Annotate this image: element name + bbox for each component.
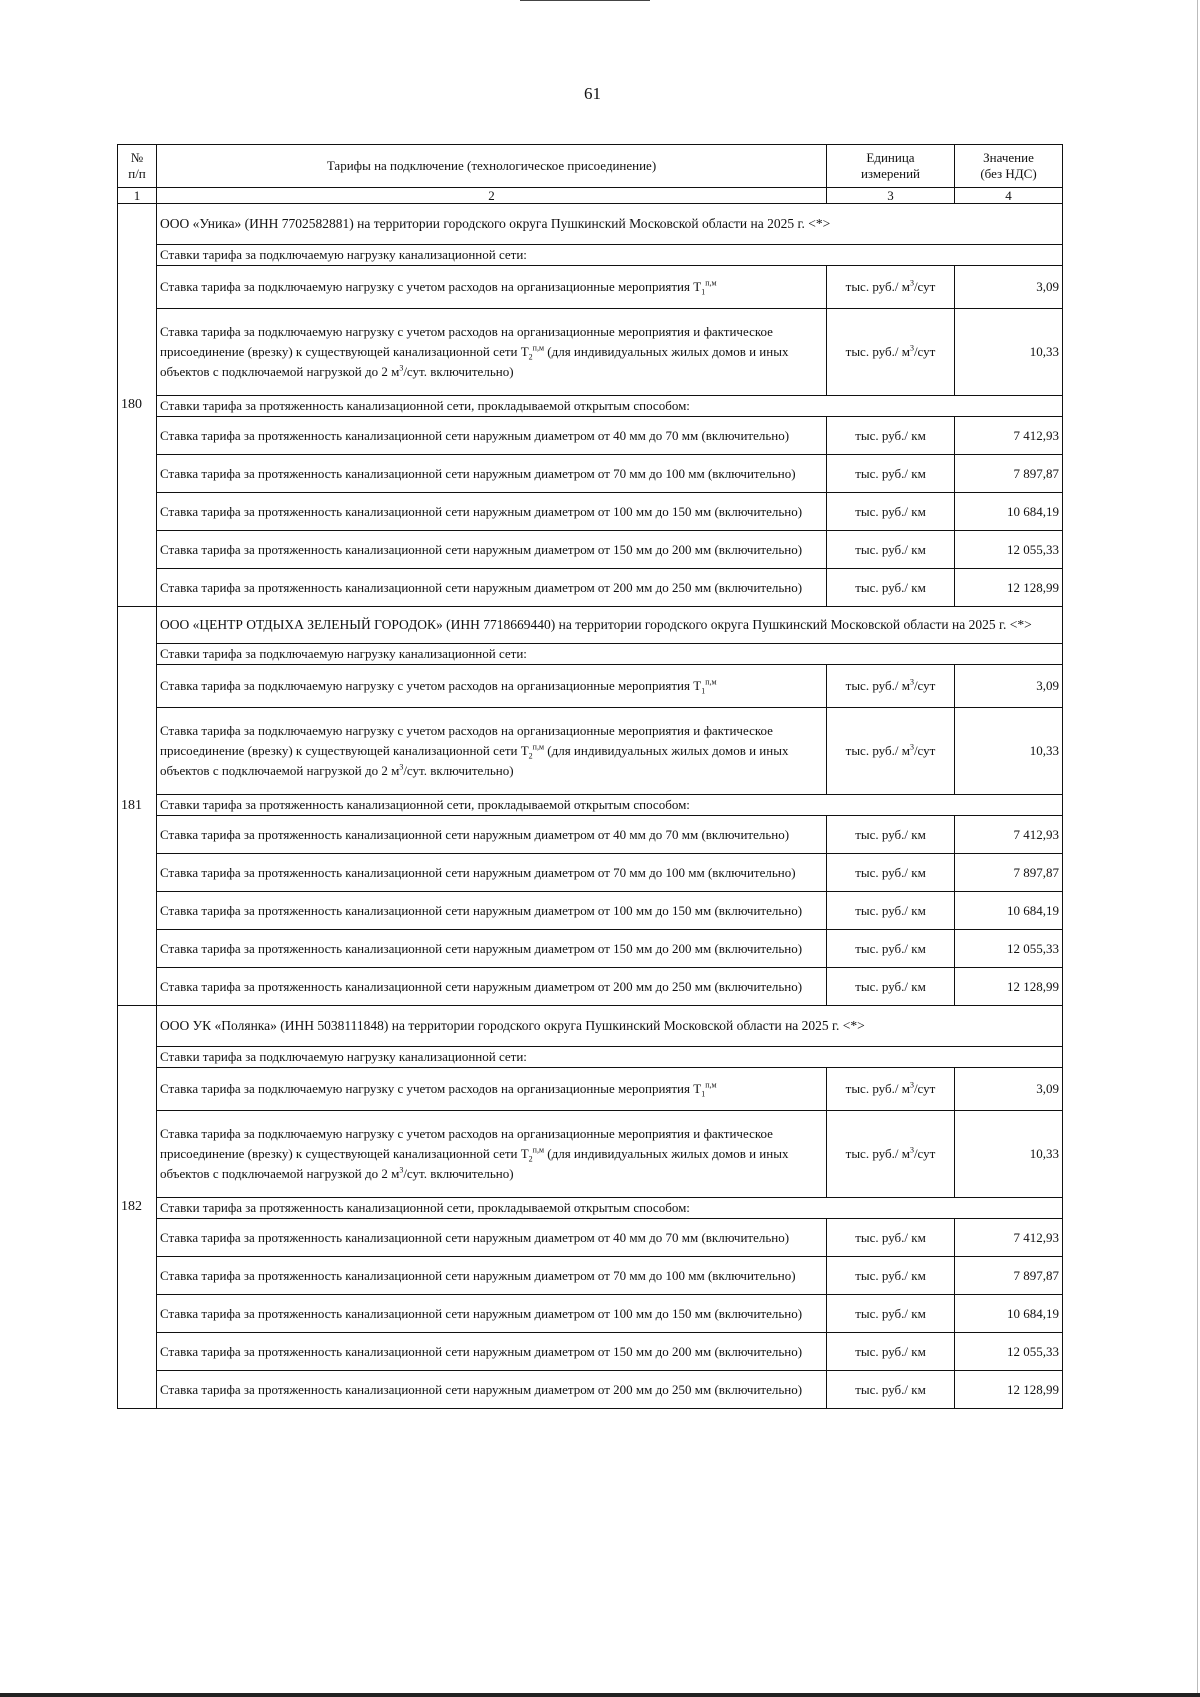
length-rate-unit: тыс. руб./ км bbox=[827, 531, 955, 569]
column-number: 1 bbox=[118, 188, 157, 204]
length-rate-unit: тыс. руб./ км bbox=[827, 569, 955, 607]
length-rate-label: Ставка тарифа за протяженность канализационной сети наружным диаметром от 200 мм до 250 мм (включительно) bbox=[157, 1371, 827, 1409]
length-rate-unit: тыс. руб./ км bbox=[827, 417, 955, 455]
length-rate-unit: тыс. руб./ км bbox=[827, 1333, 955, 1371]
length-rate-value: 7 412,93 bbox=[955, 816, 1063, 854]
length-rate-row bbox=[118, 531, 1063, 569]
section-load-row bbox=[118, 245, 1063, 266]
length-rate-unit: тыс. руб./ км bbox=[827, 455, 955, 493]
length-rate-value: 7 897,87 bbox=[955, 1257, 1063, 1295]
length-rate-unit: тыс. руб./ км bbox=[827, 1371, 955, 1409]
org-row bbox=[118, 607, 1063, 644]
section-load-label: Ставки тарифа за подключаемую нагрузку канализационной сети: bbox=[157, 1047, 1063, 1068]
length-rate-value: 12 128,99 bbox=[955, 569, 1063, 607]
rate-t1-value: 3,09 bbox=[955, 665, 1063, 708]
rate-t2-value: 10,33 bbox=[955, 1111, 1063, 1198]
scan-artifact-right-edge bbox=[1197, 0, 1198, 1697]
length-rate-value: 12 055,33 bbox=[955, 531, 1063, 569]
length-rate-value: 7 412,93 bbox=[955, 1219, 1063, 1257]
rate-t1-unit: тыс. руб./ $м^3$/сут bbox=[827, 1068, 955, 1111]
section-load-row bbox=[118, 1047, 1063, 1068]
length-rate-value: 12 055,33 bbox=[955, 930, 1063, 968]
length-rate-label: Ставка тарифа за протяженность канализационной сети наружным диаметром от 150 мм до 200 мм (включительно) bbox=[157, 930, 827, 968]
rate-t1-label: Ставка тарифа за подключаемую нагрузку с учетом расходов на организационные мероприятия $T_1^{п,м}$ bbox=[157, 266, 827, 309]
length-rate-row bbox=[118, 1219, 1063, 1257]
column-number: 4 bbox=[955, 188, 1063, 204]
scan-artifact-bottom-edge bbox=[0, 1693, 1200, 1697]
length-rate-row bbox=[118, 1257, 1063, 1295]
length-rate-row bbox=[118, 493, 1063, 531]
length-rate-row bbox=[118, 455, 1063, 493]
page-number: 61 bbox=[584, 84, 601, 103]
length-rate-value: 10 684,19 bbox=[955, 493, 1063, 531]
length-rate-row bbox=[118, 854, 1063, 892]
length-rate-label: Ставка тарифа за протяженность канализационной сети наружным диаметром от 150 мм до 200 мм (включительно) bbox=[157, 1333, 827, 1371]
length-rate-label: Ставка тарифа за протяженность канализационной сети наружным диаметром от 100 мм до 150 мм (включительно) bbox=[157, 493, 827, 531]
length-rate-label: Ставка тарифа за протяженность канализационной сети наружным диаметром от 100 мм до 150 мм (включительно) bbox=[157, 892, 827, 930]
section-length-label: Ставки тарифа за протяженность канализационной сети, прокладываемой открытым способом: bbox=[157, 1198, 1063, 1219]
rate-t2-row bbox=[118, 1111, 1063, 1198]
header-unit: Единица измерений bbox=[827, 145, 955, 188]
length-rate-row bbox=[118, 968, 1063, 1006]
length-rate-unit: тыс. руб./ км bbox=[827, 930, 955, 968]
length-rate-unit: тыс. руб./ км bbox=[827, 968, 955, 1006]
length-rate-label: Ставка тарифа за протяженность канализационной сети наружным диаметром от 70 мм до 100 мм (включительно) bbox=[157, 1257, 827, 1295]
length-rate-label: Ставка тарифа за протяженность канализационной сети наружным диаметром от 40 мм до 70 мм (включительно) bbox=[157, 1219, 827, 1257]
rate-t2-unit: тыс. руб./ $м^3$/сут bbox=[827, 708, 955, 795]
section-load-label: Ставки тарифа за подключаемую нагрузку канализационной сети: bbox=[157, 245, 1063, 266]
rate-t1-value: 3,09 bbox=[955, 266, 1063, 309]
length-rate-value: 7 897,87 bbox=[955, 854, 1063, 892]
length-rate-row bbox=[118, 417, 1063, 455]
length-rate-label: Ставка тарифа за протяженность канализационной сети наружным диаметром от 40 мм до 70 мм (включительно) bbox=[157, 417, 827, 455]
org-number: 181 bbox=[118, 607, 157, 1006]
length-rate-label: Ставка тарифа за протяженность канализационной сети наружным диаметром от 100 мм до 150 мм (включительно) bbox=[157, 1295, 827, 1333]
length-rate-value: 12 128,99 bbox=[955, 968, 1063, 1006]
section-length-label: Ставки тарифа за протяженность канализационной сети, прокладываемой открытым способом: bbox=[157, 795, 1063, 816]
rate-t1-value: 3,09 bbox=[955, 1068, 1063, 1111]
length-rate-value: 12 128,99 bbox=[955, 1371, 1063, 1409]
rate-t2-row bbox=[118, 708, 1063, 795]
rate-t2-value: 10,33 bbox=[955, 309, 1063, 396]
length-rate-label: Ставка тарифа за протяженность канализационной сети наружным диаметром от 40 мм до 70 мм (включительно) bbox=[157, 816, 827, 854]
section-length-label: Ставки тарифа за протяженность канализационной сети, прокладываемой открытым способом: bbox=[157, 396, 1063, 417]
table-header-row bbox=[118, 145, 1063, 188]
length-rate-unit: тыс. руб./ км bbox=[827, 816, 955, 854]
column-number: 3 bbox=[827, 188, 955, 204]
length-rate-unit: тыс. руб./ км bbox=[827, 892, 955, 930]
length-rate-value: 7 412,93 bbox=[955, 417, 1063, 455]
rate-t1-row bbox=[118, 266, 1063, 309]
length-rate-row bbox=[118, 816, 1063, 854]
length-rate-unit: тыс. руб./ км bbox=[827, 1219, 955, 1257]
rate-t2-label: Ставка тарифа за подключаемую нагрузку с учетом расходов на организационные мероприятия и фактическое присоединение (врезку) к существующей канализационной сети $T_2^{п,м}$ (для индивидуальных жилых домов и иных объектов с подключаемой нагрузкой до 2 $м^3$/сут. включительно) bbox=[157, 1111, 827, 1198]
length-rate-row bbox=[118, 1371, 1063, 1409]
org-number: 180 bbox=[118, 204, 157, 607]
length-rate-unit: тыс. руб./ км bbox=[827, 1295, 955, 1333]
org-title: ООО УК «Полянка» (ИНН 5038111848) на территории городского округа Пушкинский Московской области на 2025 г. <*> bbox=[157, 1006, 1063, 1047]
length-rate-row bbox=[118, 892, 1063, 930]
length-rate-row bbox=[118, 1295, 1063, 1333]
section-length-row bbox=[118, 1198, 1063, 1219]
header-tariff: Тарифы на подключение (технологическое присоединение) bbox=[157, 145, 827, 188]
length-rate-value: 10 684,19 bbox=[955, 892, 1063, 930]
org-row bbox=[118, 204, 1063, 245]
length-rate-row bbox=[118, 569, 1063, 607]
org-number: 182 bbox=[118, 1006, 157, 1409]
length-rate-label: Ставка тарифа за протяженность канализационной сети наружным диаметром от 200 мм до 250 мм (включительно) bbox=[157, 968, 827, 1006]
org-title: ООО «ЦЕНТР ОТДЫХА ЗЕЛЕНЫЙ ГОРОДОК» (ИНН 7718669440) на территории городского округа Пушкинский Московской области на 2025 г. <*> bbox=[157, 607, 1063, 644]
length-rate-row bbox=[118, 930, 1063, 968]
org-row bbox=[118, 1006, 1063, 1047]
rate-t2-label: Ставка тарифа за подключаемую нагрузку с учетом расходов на организационные мероприятия и фактическое присоединение (врезку) к существующей канализационной сети $T_2^{п,м}$ (для индивидуальных жилых домов и иных объектов с подключаемой нагрузкой до 2 $м^3$/сут. включительно) bbox=[157, 708, 827, 795]
section-load-row bbox=[118, 644, 1063, 665]
org-title: ООО «Уника» (ИНН 7702582881) на территории городского округа Пушкинский Московской области на 2025 г. <*> bbox=[157, 204, 1063, 245]
length-rate-unit: тыс. руб./ км bbox=[827, 1257, 955, 1295]
header-number: № п/п bbox=[118, 145, 157, 188]
tariff-table bbox=[117, 144, 1063, 1409]
rate-t2-unit: тыс. руб./ $м^3$/сут bbox=[827, 309, 955, 396]
section-length-row bbox=[118, 396, 1063, 417]
column-number-row bbox=[118, 188, 1063, 204]
length-rate-label: Ставка тарифа за протяженность канализационной сети наружным диаметром от 70 мм до 100 мм (включительно) bbox=[157, 455, 827, 493]
length-rate-label: Ставка тарифа за протяженность канализационной сети наружным диаметром от 200 мм до 250 мм (включительно) bbox=[157, 569, 827, 607]
length-rate-value: 7 897,87 bbox=[955, 455, 1063, 493]
rate-t1-row bbox=[118, 1068, 1063, 1111]
section-load-label: Ставки тарифа за подключаемую нагрузку канализационной сети: bbox=[157, 644, 1063, 665]
section-length-row bbox=[118, 795, 1063, 816]
header-value: Значение (без НДС) bbox=[955, 145, 1063, 188]
table-body bbox=[118, 204, 1063, 1409]
rate-t1-label: Ставка тарифа за подключаемую нагрузку с учетом расходов на организационные мероприятия $T_1^{п,м}$ bbox=[157, 1068, 827, 1111]
rate-t2-unit: тыс. руб./ $м^3$/сут bbox=[827, 1111, 955, 1198]
column-number: 2 bbox=[157, 188, 827, 204]
rate-t1-unit: тыс. руб./ $м^3$/сут bbox=[827, 665, 955, 708]
scan-artifact-top bbox=[520, 0, 650, 1]
length-rate-row bbox=[118, 1333, 1063, 1371]
rate-t2-label: Ставка тарифа за подключаемую нагрузку с учетом расходов на организационные мероприятия и фактическое присоединение (врезку) к существующей канализационной сети $T_2^{п,м}$ (для индивидуальных жилых домов и иных объектов с подключаемой нагрузкой до 2 $м^3$/сут. включительно) bbox=[157, 309, 827, 396]
length-rate-value: 10 684,19 bbox=[955, 1295, 1063, 1333]
rate-t2-value: 10,33 bbox=[955, 708, 1063, 795]
rate-t1-row bbox=[118, 665, 1063, 708]
rate-t2-row bbox=[118, 309, 1063, 396]
rate-t1-unit: тыс. руб./ $м^3$/сут bbox=[827, 266, 955, 309]
rate-t1-label: Ставка тарифа за подключаемую нагрузку с учетом расходов на организационные мероприятия $T_1^{п,м}$ bbox=[157, 665, 827, 708]
length-rate-value: 12 055,33 bbox=[955, 1333, 1063, 1371]
length-rate-label: Ставка тарифа за протяженность канализационной сети наружным диаметром от 150 мм до 200 мм (включительно) bbox=[157, 531, 827, 569]
length-rate-unit: тыс. руб./ км bbox=[827, 854, 955, 892]
length-rate-label: Ставка тарифа за протяженность канализационной сети наружным диаметром от 70 мм до 100 мм (включительно) bbox=[157, 854, 827, 892]
length-rate-unit: тыс. руб./ км bbox=[827, 493, 955, 531]
